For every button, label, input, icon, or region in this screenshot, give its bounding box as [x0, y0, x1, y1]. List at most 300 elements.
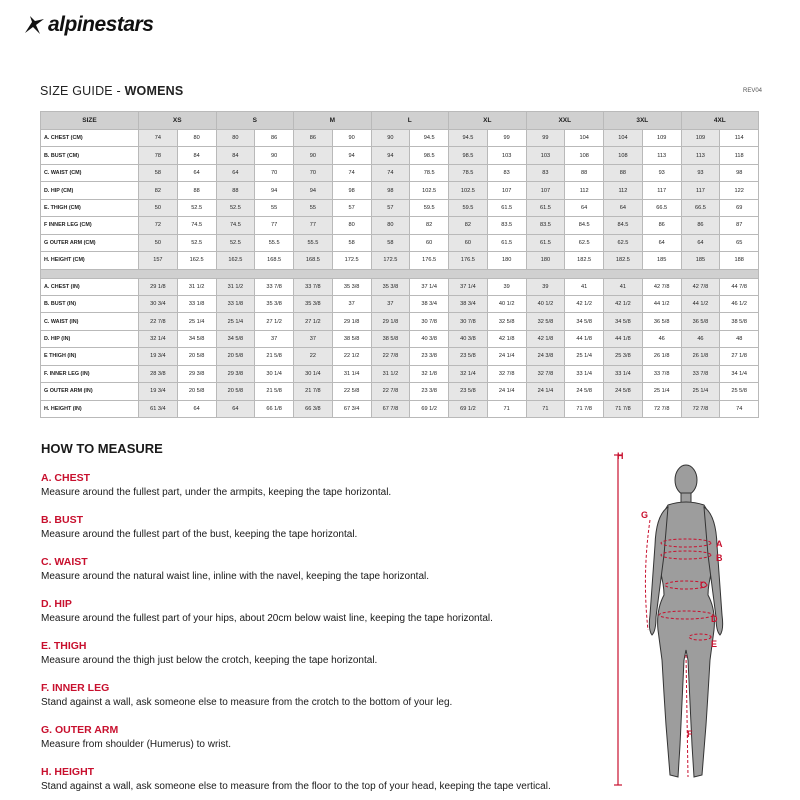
size-cell: 86	[642, 217, 681, 234]
size-cell: 50	[139, 199, 178, 216]
size-cell: 59.5	[410, 199, 449, 216]
size-cell: 82	[410, 217, 449, 234]
size-cell: 32 1/8	[410, 365, 449, 382]
size-cell: 32 7/8	[526, 365, 565, 382]
size-cell: 21 5/8	[255, 383, 294, 400]
size-cell: 98	[371, 182, 410, 199]
size-cell: 98.5	[449, 147, 488, 164]
measure-title: B. BUST	[41, 514, 83, 526]
size-header-s: S	[216, 112, 294, 130]
size-cell: 185	[642, 252, 681, 269]
row-label: C. WAIST (CM)	[41, 164, 139, 181]
size-cell: 180	[487, 252, 526, 269]
size-cell: 31 1/2	[177, 278, 216, 295]
size-cell: 37	[255, 330, 294, 347]
size-cell: 80	[216, 130, 255, 147]
size-cell: 188	[720, 252, 759, 269]
size-cell: 78.5	[410, 164, 449, 181]
size-cell: 29 3/8	[216, 365, 255, 382]
table-separator	[41, 269, 759, 278]
size-cell: 99	[487, 130, 526, 147]
size-cell: 168.5	[255, 252, 294, 269]
size-cell: 35 3/8	[371, 278, 410, 295]
size-cell: 32 1/4	[449, 365, 488, 382]
how-to-measure-heading: HOW TO MEASURE	[41, 441, 163, 456]
measure-item-thigh	[41, 640, 601, 667]
size-cell: 114	[720, 130, 759, 147]
size-cell: 104	[604, 130, 643, 147]
size-cell: 31 1/4	[332, 365, 371, 382]
measure-description: Measure around the fullest part of the bust, keeping the tape horizontal.	[41, 529, 358, 540]
size-cell: 70	[255, 164, 294, 181]
size-cell: 86	[255, 130, 294, 147]
size-cell: 72 7/8	[681, 400, 720, 417]
size-cell: 52.5	[177, 199, 216, 216]
size-cell: 35 3/8	[332, 278, 371, 295]
size-cell: 44 1/8	[604, 330, 643, 347]
size-cell: 112	[565, 182, 604, 199]
size-cell: 23 5/8	[449, 383, 488, 400]
size-cell: 162.5	[177, 252, 216, 269]
size-cell: 44 1/2	[642, 295, 681, 312]
size-cell: 19 3/4	[139, 348, 178, 365]
size-header-4xl: 4XL	[681, 112, 759, 130]
size-cell: 48	[720, 330, 759, 347]
table-row	[41, 365, 759, 382]
size-cell: 74	[371, 164, 410, 181]
size-cell: 64	[681, 234, 720, 251]
size-cell: 39	[487, 278, 526, 295]
size-cell: 74	[332, 164, 371, 181]
row-label: A. CHEST (CM)	[41, 130, 139, 147]
size-cell: 38 5/8	[720, 313, 759, 330]
size-cell: 46	[681, 330, 720, 347]
table-row	[41, 400, 759, 417]
table-row	[41, 182, 759, 199]
measure-title: F. INNER LEG	[41, 682, 110, 694]
size-cell: 42 7/8	[681, 278, 720, 295]
size-cell: 34 5/8	[177, 330, 216, 347]
size-cell: 113	[681, 147, 720, 164]
size-cell: 84	[177, 147, 216, 164]
revision-code: REV04	[742, 88, 762, 94]
brand-logo	[22, 10, 153, 40]
size-cell: 112	[604, 182, 643, 199]
table-row	[41, 330, 759, 347]
measure-description: Measure around the fullest part, under the armpits, keeping the tape horizontal.	[41, 487, 392, 498]
alpinestars-star-icon	[22, 13, 46, 37]
measure-item-hip	[41, 598, 601, 625]
size-cell: 157	[139, 252, 178, 269]
table-row	[41, 234, 759, 251]
size-cell: 32 7/8	[487, 365, 526, 382]
size-cell: 74	[139, 130, 178, 147]
size-cell: 22 5/8	[332, 383, 371, 400]
size-cell: 65	[720, 234, 759, 251]
table-row	[41, 348, 759, 365]
size-cell: 90	[371, 130, 410, 147]
size-cell: 20 5/8	[216, 348, 255, 365]
size-cell: 25 1/4	[216, 313, 255, 330]
measurement-figure	[610, 445, 760, 795]
size-cell: 42 1/8	[487, 330, 526, 347]
size-cell: 23 3/8	[410, 348, 449, 365]
size-cell: 52.5	[216, 234, 255, 251]
size-cell: 33 1/8	[177, 295, 216, 312]
size-cell: 66 3/8	[294, 400, 333, 417]
label-h: H	[617, 451, 624, 461]
size-cell: 20 5/8	[177, 383, 216, 400]
measure-description: Stand against a wall, ask someone else to measure from the floor to the top of your head, keeping the tape vertical.	[41, 781, 551, 792]
size-cell: 35 3/8	[255, 295, 294, 312]
size-cell: 29 1/8	[371, 313, 410, 330]
size-cell: 32 5/8	[487, 313, 526, 330]
size-cell: 172.5	[332, 252, 371, 269]
size-cell: 74.5	[216, 217, 255, 234]
size-cell: 88	[565, 164, 604, 181]
size-cell: 72	[139, 217, 178, 234]
size-cell: 50	[139, 234, 178, 251]
size-cell: 29 3/8	[177, 365, 216, 382]
size-cell: 32 1/4	[139, 330, 178, 347]
measure-item-chest	[41, 472, 601, 499]
size-cell: 41	[604, 278, 643, 295]
size-cell: 109	[681, 130, 720, 147]
size-cell: 84.5	[604, 217, 643, 234]
size-cell: 34 5/8	[565, 313, 604, 330]
size-cell: 38 3/4	[410, 295, 449, 312]
size-cell: 33 7/8	[294, 278, 333, 295]
size-cell: 37 1/4	[449, 278, 488, 295]
size-cell: 107	[526, 182, 565, 199]
size-header-m: M	[294, 112, 372, 130]
size-cell: 83.5	[526, 217, 565, 234]
size-cell: 27 1/2	[255, 313, 294, 330]
size-cell: 78.5	[449, 164, 488, 181]
size-cell: 36 5/8	[642, 313, 681, 330]
row-label: D. HIP (IN)	[41, 330, 139, 347]
size-cell: 40 3/8	[410, 330, 449, 347]
size-cell: 122	[720, 182, 759, 199]
label-e: E	[711, 639, 718, 649]
size-cell: 118	[720, 147, 759, 164]
size-cell: 37	[332, 295, 371, 312]
size-cell: 69 1/2	[410, 400, 449, 417]
size-cell: 70	[294, 164, 333, 181]
size-cell: 40 1/2	[487, 295, 526, 312]
size-cell: 38 5/8	[332, 330, 371, 347]
size-cell: 22 1/2	[332, 348, 371, 365]
size-cell: 33 1/8	[216, 295, 255, 312]
size-cell: 64	[216, 164, 255, 181]
size-cell: 88	[604, 164, 643, 181]
size-cell: 29 1/8	[332, 313, 371, 330]
size-cell: 24 1/4	[526, 383, 565, 400]
size-cell: 42 1/8	[526, 330, 565, 347]
size-cell: 55	[255, 199, 294, 216]
size-cell: 57	[332, 199, 371, 216]
size-cell: 107	[487, 182, 526, 199]
size-cell: 33 7/8	[642, 365, 681, 382]
table-row	[41, 164, 759, 181]
size-cell: 22 7/8	[371, 348, 410, 365]
size-header-3xl: 3XL	[604, 112, 682, 130]
size-cell: 84.5	[565, 217, 604, 234]
measure-item-waist	[41, 556, 601, 583]
row-label: G OUTER ARM (IN)	[41, 383, 139, 400]
size-cell: 23 3/8	[410, 383, 449, 400]
label-b: B	[716, 553, 723, 563]
size-cell: 22 7/8	[371, 383, 410, 400]
size-cell: 40 1/2	[526, 295, 565, 312]
size-cell: 94.5	[410, 130, 449, 147]
size-cell: 117	[642, 182, 681, 199]
size-cell: 33 1/4	[604, 365, 643, 382]
size-cell: 94	[332, 147, 371, 164]
size-cell: 87	[720, 217, 759, 234]
size-cell: 36 5/8	[681, 313, 720, 330]
row-label: F. INNER LEG (IN)	[41, 365, 139, 382]
size-table	[40, 111, 759, 418]
size-cell: 44 7/8	[720, 278, 759, 295]
label-f: F	[687, 729, 693, 739]
size-cell: 86	[681, 217, 720, 234]
label-g: G	[641, 510, 649, 520]
size-cell: 113	[642, 147, 681, 164]
table-row	[41, 278, 759, 295]
size-cell: 25 1/4	[681, 383, 720, 400]
size-cell: 90	[332, 130, 371, 147]
size-cell: 39	[526, 278, 565, 295]
size-cell: 66.5	[642, 199, 681, 216]
size-cell: 58	[332, 234, 371, 251]
size-cell: 25 5/8	[720, 383, 759, 400]
measure-description: Measure from shoulder (Humerus) to wrist.	[41, 739, 232, 750]
size-cell: 22	[294, 348, 333, 365]
size-cell: 88	[216, 182, 255, 199]
size-cell: 25 1/4	[642, 383, 681, 400]
size-cell: 108	[604, 147, 643, 164]
measure-item-bust	[41, 514, 601, 541]
size-cell: 25 1/4	[177, 313, 216, 330]
size-cell: 88	[177, 182, 216, 199]
size-header-label: SIZE	[41, 112, 139, 130]
size-cell: 52.5	[216, 199, 255, 216]
row-label: E THIGH (IN)	[41, 348, 139, 365]
size-cell: 27 1/2	[294, 313, 333, 330]
size-cell: 44 1/8	[565, 330, 604, 347]
measure-title: A. CHEST	[41, 472, 91, 484]
size-cell: 52.5	[177, 234, 216, 251]
size-cell: 59.5	[449, 199, 488, 216]
size-cell: 29 1/8	[139, 278, 178, 295]
row-label: D. HIP (CM)	[41, 182, 139, 199]
size-cell: 33 1/4	[565, 365, 604, 382]
size-cell: 61 3/4	[139, 400, 178, 417]
size-cell: 66 1/8	[255, 400, 294, 417]
size-cell: 162.5	[216, 252, 255, 269]
table-row	[41, 130, 759, 147]
size-cell: 62.5	[565, 234, 604, 251]
size-cell: 77	[255, 217, 294, 234]
size-cell: 90	[294, 147, 333, 164]
row-label: E. THIGH (CM)	[41, 199, 139, 216]
size-cell: 37 1/4	[410, 278, 449, 295]
inner-leg-line	[686, 655, 688, 777]
measure-description: Measure around the natural waist line, inline with the navel, keeping the tape horizontal.	[41, 571, 430, 582]
table-row	[41, 313, 759, 330]
size-cell: 182.5	[604, 252, 643, 269]
brand-name: alpinestars	[48, 13, 154, 36]
size-cell: 80	[177, 130, 216, 147]
row-label: F INNER LEG (CM)	[41, 217, 139, 234]
size-header-xs: XS	[139, 112, 217, 130]
size-cell: 30 7/8	[410, 313, 449, 330]
size-cell: 24 5/8	[604, 383, 643, 400]
size-cell: 103	[526, 147, 565, 164]
size-cell: 30 1/4	[294, 365, 333, 382]
size-cell: 24 5/8	[565, 383, 604, 400]
size-cell: 104	[565, 130, 604, 147]
size-cell: 58	[139, 164, 178, 181]
size-cell: 46 1/2	[720, 295, 759, 312]
size-cell: 64	[604, 199, 643, 216]
size-cell: 94	[255, 182, 294, 199]
size-cell: 61.5	[526, 234, 565, 251]
size-cell: 26 1/8	[681, 348, 720, 365]
row-label: G OUTER ARM (CM)	[41, 234, 139, 251]
measure-title: D. HIP	[41, 598, 72, 610]
size-cell: 93	[681, 164, 720, 181]
table-row	[41, 383, 759, 400]
size-cell: 21 5/8	[255, 348, 294, 365]
size-cell: 37	[294, 330, 333, 347]
size-cell: 78	[139, 147, 178, 164]
size-cell: 117	[681, 182, 720, 199]
size-cell: 34 5/8	[604, 313, 643, 330]
row-label: H. HEIGHT (IN)	[41, 400, 139, 417]
label-a: A	[716, 539, 723, 549]
size-cell: 74.5	[177, 217, 216, 234]
size-cell: 180	[526, 252, 565, 269]
size-header-l: L	[371, 112, 449, 130]
size-cell: 57	[371, 199, 410, 216]
size-cell: 31 1/2	[371, 365, 410, 382]
size-cell: 34 1/4	[720, 365, 759, 382]
size-cell: 94	[371, 147, 410, 164]
size-cell: 74	[720, 400, 759, 417]
size-cell: 44 1/2	[681, 295, 720, 312]
size-cell: 25 1/4	[565, 348, 604, 365]
measure-description: Measure around the fullest part of your hips, about 20cm below waist line, keeping the tape horizontal.	[41, 613, 493, 624]
size-cell: 182.5	[565, 252, 604, 269]
size-cell: 64	[565, 199, 604, 216]
size-cell: 64	[216, 400, 255, 417]
size-cell: 80	[332, 217, 371, 234]
size-cell: 60	[449, 234, 488, 251]
size-cell: 30 3/4	[139, 295, 178, 312]
size-cell: 42 7/8	[642, 278, 681, 295]
size-cell: 60	[410, 234, 449, 251]
size-cell: 37	[371, 295, 410, 312]
size-cell: 102.5	[410, 182, 449, 199]
size-cell: 46	[642, 330, 681, 347]
row-label: B. BUST (CM)	[41, 147, 139, 164]
size-cell: 77	[294, 217, 333, 234]
size-cell: 98	[720, 164, 759, 181]
size-cell: 72 7/8	[642, 400, 681, 417]
size-cell: 99	[526, 130, 565, 147]
size-cell: 34 5/8	[216, 330, 255, 347]
table-row	[41, 295, 759, 312]
size-cell: 20 5/8	[216, 383, 255, 400]
size-cell: 71	[487, 400, 526, 417]
size-cell: 83	[487, 164, 526, 181]
size-cell: 30 7/8	[449, 313, 488, 330]
size-cell: 172.5	[371, 252, 410, 269]
measure-item-inner-leg	[41, 682, 601, 709]
size-cell: 26 1/8	[642, 348, 681, 365]
size-cell: 24 1/4	[487, 383, 526, 400]
size-cell: 42 1/2	[565, 295, 604, 312]
size-cell: 41	[565, 278, 604, 295]
size-cell: 61.5	[487, 234, 526, 251]
size-cell: 69 1/2	[449, 400, 488, 417]
size-cell: 86	[294, 130, 333, 147]
label-d: D	[711, 614, 718, 624]
measure-description: Measure around the thigh just below the crotch, keeping the tape horizontal.	[41, 655, 378, 666]
size-table-body	[41, 130, 759, 418]
row-label: H. HEIGHT (CM)	[41, 252, 139, 269]
size-cell: 83	[526, 164, 565, 181]
size-cell: 98.5	[410, 147, 449, 164]
size-cell: 67 7/8	[371, 400, 410, 417]
size-cell: 61.5	[487, 199, 526, 216]
row-label: C. WAIST (IN)	[41, 313, 139, 330]
size-cell: 71	[526, 400, 565, 417]
size-cell: 176.5	[449, 252, 488, 269]
measure-title: H. HEIGHT	[41, 766, 95, 778]
size-cell: 27 1/8	[720, 348, 759, 365]
size-cell: 61.5	[526, 199, 565, 216]
size-cell: 42 1/2	[604, 295, 643, 312]
measure-title: C. WAIST	[41, 556, 88, 568]
measure-description: Stand against a wall, ask someone else to measure from the crotch to the bottom of your leg.	[41, 697, 453, 708]
size-cell: 185	[681, 252, 720, 269]
size-cell: 82	[139, 182, 178, 199]
size-cell: 22 7/8	[139, 313, 178, 330]
size-cell: 31 1/2	[216, 278, 255, 295]
size-cell: 23 5/8	[449, 348, 488, 365]
size-cell: 62.5	[604, 234, 643, 251]
size-cell: 55.5	[255, 234, 294, 251]
size-cell: 55	[294, 199, 333, 216]
body-silhouette-illustration	[610, 445, 760, 795]
measure-item-height	[41, 766, 601, 793]
size-cell: 66.5	[681, 199, 720, 216]
size-cell: 67 3/4	[332, 400, 371, 417]
measure-item-outer-arm	[41, 724, 601, 751]
table-row	[41, 147, 759, 164]
size-cell: 24 3/8	[526, 348, 565, 365]
size-cell: 94.5	[449, 130, 488, 147]
size-cell: 28 3/8	[139, 365, 178, 382]
measure-title: E. THIGH	[41, 640, 87, 652]
size-cell: 64	[642, 234, 681, 251]
size-cell: 38 3/4	[449, 295, 488, 312]
size-cell: 30 1/4	[255, 365, 294, 382]
table-row	[41, 252, 759, 269]
